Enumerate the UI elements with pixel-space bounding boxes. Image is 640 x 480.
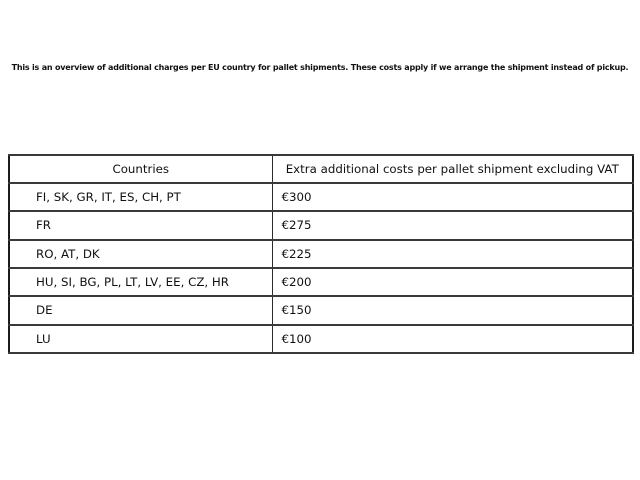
countries-cell: FR (9, 211, 272, 239)
countries-cell: DE (9, 296, 272, 324)
cost-cell: €275 (272, 211, 633, 239)
description-text: This is an overview of additional charges per EU country for pallet shipments. These costs apply if we arrange the shipment instead of pickup. (11, 63, 629, 72)
table-row (9, 268, 633, 296)
table-row (9, 296, 633, 324)
countries-cell: HU, SI, BG, PL, LT, LV, EE, CZ, HR (9, 268, 272, 296)
cost-column-header: Extra additional costs per pallet shipment excluding VAT (272, 155, 633, 183)
table-row (9, 240, 633, 268)
charges-table (8, 154, 634, 354)
table-row (9, 211, 633, 239)
table-row (9, 183, 633, 211)
cost-cell: €300 (272, 183, 633, 211)
countries-cell: FI, SK, GR, IT, ES, CH, PT (9, 183, 272, 211)
cost-cell: €150 (272, 296, 633, 324)
cost-cell: €200 (272, 268, 633, 296)
countries-cell: RO, AT, DK (9, 240, 272, 268)
table-header-row (9, 155, 633, 183)
cost-cell: €100 (272, 325, 633, 353)
countries-cell: LU (9, 325, 272, 353)
countries-column-header: Countries (9, 155, 272, 183)
table-row (9, 325, 633, 353)
cost-cell: €225 (272, 240, 633, 268)
